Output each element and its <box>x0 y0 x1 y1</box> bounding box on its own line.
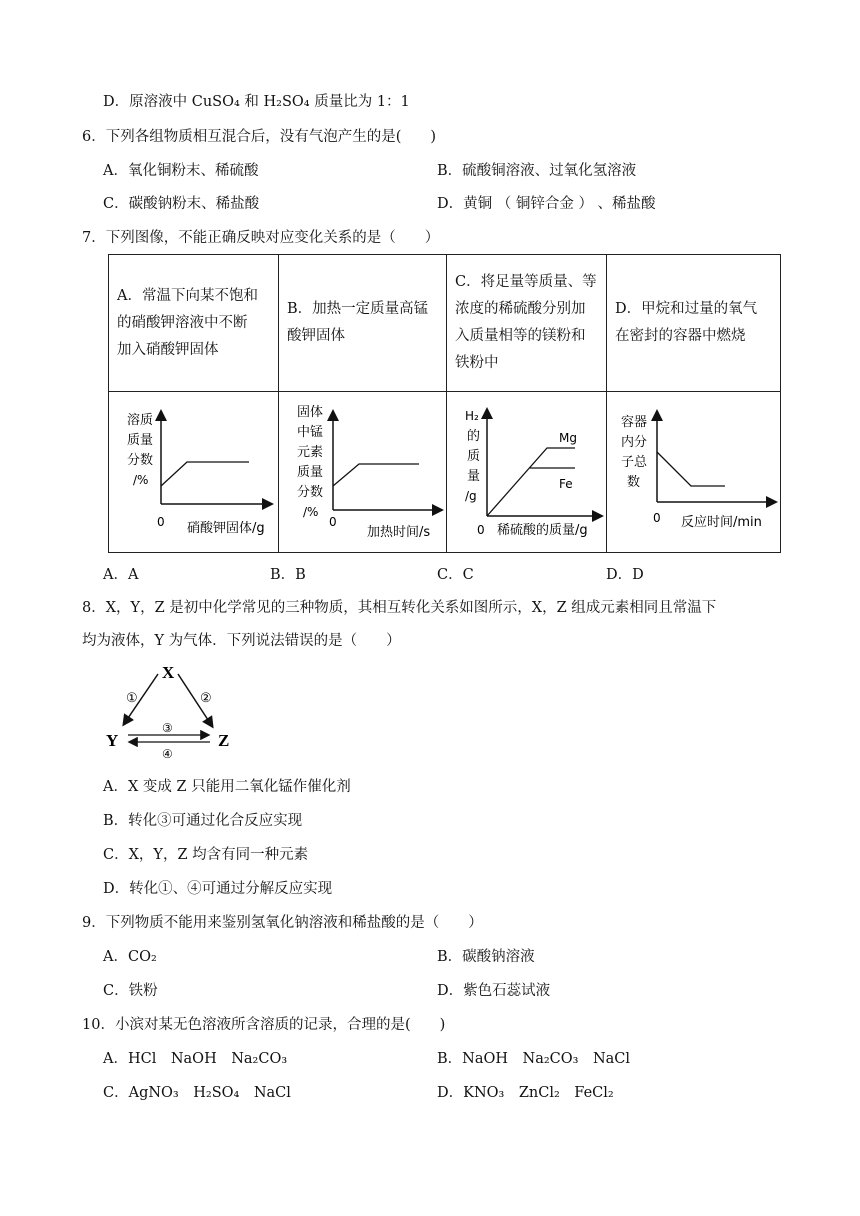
q6-option-b: B．硫酸铜溶液、过氧化氢溶液 <box>437 163 637 179</box>
label-conversion-2: ② <box>200 691 212 706</box>
graph-b-svg <box>279 392 447 552</box>
graph-c-origin: 0 <box>477 523 485 537</box>
graph-c-label-mg: Mg <box>559 431 577 445</box>
q7-option-c: C．C <box>437 567 474 583</box>
q9-option-b: B．碳酸钠溶液 <box>437 949 535 965</box>
q8-stem-line2: 均为液体，Y 为气体．下列说法错误的是（ ） <box>82 633 401 649</box>
graph-b-ylabel-2: 中锰 <box>297 425 324 440</box>
graph-b-curve <box>333 464 419 486</box>
q7-graph-d <box>607 392 781 553</box>
graph-c-ylabel-2: 质 <box>467 449 481 464</box>
q8-option-b: B．转化③可通过化合反应实现 <box>103 813 303 829</box>
q8-stem-line1: 8．X，Y，Z 是初中化学常见的三种物质，其相互转化关系如图所示，X，Z 组成元素相同且常温下 <box>82 600 717 616</box>
graph-a-ylabel-3: 分数 <box>127 453 154 468</box>
graph-d-svg <box>607 392 781 552</box>
q7-option-a: A．A <box>103 567 139 583</box>
graph-a-curve <box>161 462 249 486</box>
q9-option-c: C．铁粉 <box>103 983 158 999</box>
graph-d-origin: 0 <box>653 511 661 525</box>
graph-a-xlabel: 硝酸钾固体/g <box>187 521 265 536</box>
graph-c-ylabel-4: /g <box>465 489 477 503</box>
graph-a-origin: 0 <box>157 515 165 529</box>
q9-stem: 9．下列物质不能用来鉴别氢氧化钠溶液和稀盐酸的是（ ） <box>82 915 483 931</box>
graph-b-ylabel-4: 质量 <box>297 465 324 480</box>
q8-transformation-diagram <box>100 658 250 760</box>
q7-graph-a <box>109 392 279 553</box>
node-z: Z <box>218 731 230 750</box>
q7-graph-c <box>447 392 607 553</box>
graph-b-origin: 0 <box>329 515 337 529</box>
graph-b-ylabel-6: /% <box>303 505 319 519</box>
q6-option-d: D．黄铜 （ 铜锌合金 ） 、稀盐酸 <box>437 196 656 212</box>
graph-a-ylabel-4: /% <box>133 473 149 487</box>
graph-c-ylabel-3: 量 <box>467 469 481 484</box>
graph-d-curve <box>657 452 725 486</box>
graph-c-ylabel-top: H₂ <box>465 409 479 423</box>
q7-cell-d: D．甲烷和过量的氧气 在密封的容器中燃烧 <box>607 255 781 392</box>
node-x: X <box>162 663 175 682</box>
graph-c-ylabel-1: 的 <box>467 429 481 444</box>
q6-option-a: A．氧化铜粉末、稀硫酸 <box>103 163 259 179</box>
label-conversion-4: ④ <box>162 747 173 760</box>
q7-cell-c: C．将足量等质量、等 浓度的稀硫酸分别加 入质量相等的镁粉和 铁粉中 <box>447 255 607 392</box>
q9-option-a: A．CO₂ <box>103 949 157 965</box>
graph-a-ylabel-2: 质量 <box>127 433 154 448</box>
graph-b-xlabel: 加热时间/s <box>367 525 431 540</box>
q10-stem: 10．小滨对某无色溶液所含溶质的记录，合理的是( ) <box>82 1017 446 1033</box>
q10-option-c: C．AgNO₃ H₂SO₄ NaCl <box>103 1085 291 1101</box>
graph-d-ylabel-1: 容器 <box>621 415 648 430</box>
q7-cell-b: B．加热一定质量高锰 酸钾固体 <box>279 255 447 392</box>
q10-option-b: B．NaOH Na₂CO₃ NaCl <box>437 1051 631 1067</box>
q6-option-c: C．碳酸钠粉末、稀盐酸 <box>103 196 260 212</box>
graph-c-label-fe: Fe <box>559 477 573 491</box>
label-conversion-3: ③ <box>162 721 173 735</box>
graph-d-xlabel: 反应时间/min <box>681 515 762 530</box>
q7-graph-b <box>279 392 447 553</box>
q7-option-d: D．D <box>606 567 644 583</box>
graph-c-svg <box>447 392 607 552</box>
node-y: Y <box>106 731 119 750</box>
graph-d-ylabel-4: 数 <box>627 475 641 490</box>
graph-d-ylabel-3: 子总 <box>621 455 648 470</box>
label-conversion-1: ① <box>126 691 138 706</box>
graph-a-svg <box>109 392 279 552</box>
q9-option-d: D．紫色石蕊试液 <box>437 983 551 999</box>
graph-c-xlabel: 稀硫酸的质量/g <box>497 523 588 538</box>
graph-a-ylabel-1: 溶质 <box>127 413 154 428</box>
graph-b-ylabel-3: 元素 <box>297 445 324 460</box>
q7-cell-a: A．常温下向某不饱和 的硝酸钾溶液中不断 加入硝酸钾固体 <box>109 255 279 392</box>
q7-table <box>108 254 781 553</box>
graph-d-ylabel-2: 内分 <box>621 435 648 450</box>
q8-option-c: C．X，Y，Z 均含有同一种元素 <box>103 847 309 863</box>
q8-option-d: D．转化①、④可通过分解反应实现 <box>103 881 333 897</box>
q8-option-a: A．X 变成 Z 只能用二氧化锰作催化剂 <box>103 779 351 795</box>
q6-stem: 6．下列各组物质相互混合后，没有气泡产生的是( ) <box>82 129 437 145</box>
q10-option-d: D．KNO₃ ZnCl₂ FeCl₂ <box>437 1085 614 1101</box>
graph-b-ylabel-1: 固体 <box>297 405 324 420</box>
q7-option-b: B．B <box>270 567 306 583</box>
graph-b-ylabel-5: 分数 <box>297 485 324 500</box>
q10-option-a: A．HCl NaOH Na₂CO₃ <box>103 1051 288 1067</box>
q7-stem: 7．下列图像，不能正确反映对应变化关系的是（ ） <box>82 230 440 246</box>
q5-option-d: D．原溶液中 CuSO₄ 和 H₂SO₄ 质量比为 1：1 <box>103 94 410 110</box>
